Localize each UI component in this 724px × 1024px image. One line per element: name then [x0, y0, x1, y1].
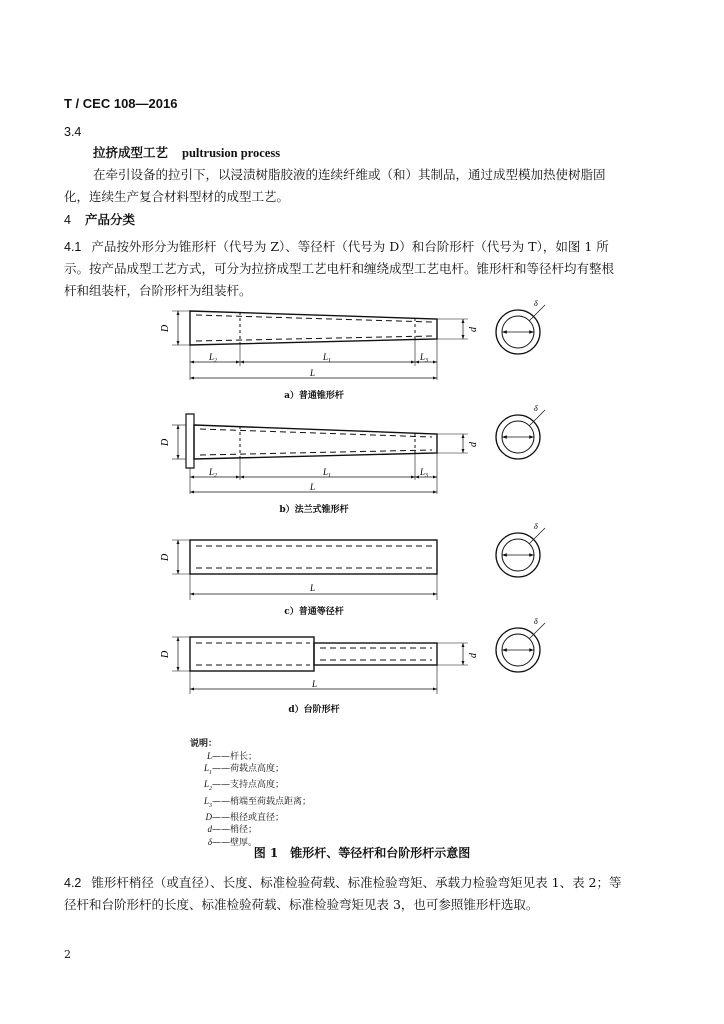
caption-a: a）普通锥形杆	[284, 391, 344, 401]
term-definition-line1: 在牵引设备的拉引下，以浸渍树脂胶液的连续纤维或（和）其制品，通过成型模加热使树脂固	[93, 167, 606, 182]
pole-b-flanged	[172, 414, 468, 494]
dim-L3-b: $L_3$	[420, 467, 429, 479]
para-text: 锥形杆梢径（或直径）、长度、标准检验荷载、标准检验弯矩、承载力检验弯矩见表 1、表 2；等	[91, 875, 622, 890]
para-text: 产品按外形分为锥形杆（代号为 Z）、等径杆（代号为 D）和台阶形杆（代号为 T），如图 1 所	[91, 239, 609, 254]
caption-c: c）普通等径杆	[284, 607, 344, 617]
dim-L1-a: $L_1$	[323, 352, 332, 364]
dim-L-c: L	[310, 583, 316, 593]
section-number: 4	[64, 213, 71, 227]
dim-d-b: d	[468, 442, 479, 447]
dim-L-a: L	[310, 368, 316, 378]
dim-L1-b: $L_1$	[323, 467, 332, 479]
cross-section-b	[496, 410, 545, 459]
dim-L2-b: $L_2$	[209, 467, 218, 479]
dim-D-a: D	[160, 324, 171, 332]
dim-L3-a: $L_3$	[420, 352, 429, 364]
para-4-2-line1	[64, 872, 622, 894]
para-4-2-line2: 径杆和台阶形杆的长度、标准检验荷载、标准检验弯矩见表 3，也可参照锥形杆选取。	[64, 897, 539, 912]
figure-legend	[190, 739, 311, 849]
page-number: 2	[64, 948, 71, 961]
dim-D-b: D	[160, 438, 171, 446]
dim-L-d: L	[312, 679, 318, 689]
caption-d: d）台阶形杆	[288, 705, 340, 715]
cross-section-d	[496, 623, 545, 672]
para-number: 4.2	[64, 876, 82, 890]
legend-item: δ——壁厚。	[207, 836, 258, 848]
term-heading	[93, 142, 280, 164]
pole-c-straight	[172, 540, 437, 600]
term-definition-line2: 化，连续生产复合材料型材的成型工艺。	[64, 189, 290, 204]
figure-title: 图 1 锥形杆、等径杆和台阶形杆示意图	[253, 846, 471, 860]
pole-d-stepped	[172, 637, 468, 694]
caption-b: b）法兰式锥形杆	[279, 505, 349, 515]
pole-a-conical	[172, 311, 468, 380]
document-code: T / CEC 108—2016	[64, 96, 178, 111]
legend-item: d——梢径；	[207, 824, 258, 836]
dim-delta-c: δ	[534, 522, 538, 531]
legend-item: $L_3——$梢端至荷载点距离；	[203, 795, 312, 809]
dim-d-a: d	[468, 327, 479, 332]
dim-delta-b: δ	[534, 404, 538, 413]
cross-section-c	[496, 528, 545, 577]
dim-D-c: D	[160, 553, 171, 561]
term-zh: 拉挤成型工艺	[93, 145, 169, 160]
dim-D-d: D	[160, 650, 171, 658]
para-4-1-line3: 杆和组装杆，台阶形杆为组装杆。	[64, 283, 252, 298]
clause-number: 3.4	[64, 125, 82, 139]
para-4-1-line2: 示。按产品成型工艺方式，可分为拉挤成型工艺电杆和缠绕成型工艺电杆。锥形杆和等径杆均有整根	[64, 261, 615, 276]
term-en: pultrusion process	[182, 146, 281, 160]
legend-item: D——根径或直径；	[205, 811, 285, 823]
legend-item: L——杆长；	[206, 750, 258, 762]
dim-L-b: L	[310, 482, 316, 492]
legend-title: 说明：	[190, 739, 218, 749]
legend-item: $L_1——$荷载点高度；	[203, 763, 285, 776]
dim-delta-d: δ	[534, 617, 538, 626]
dim-L2-a: $L_2$	[209, 352, 218, 364]
para-number: 4.1	[64, 240, 82, 254]
dim-d-d: d	[468, 653, 479, 658]
cross-section-a	[496, 305, 545, 354]
section-title: 产品分类	[84, 212, 135, 227]
section-heading	[64, 209, 135, 231]
legend-item: $L_2——$支持点高度；	[203, 779, 285, 793]
para-4-1-line1	[64, 236, 609, 258]
dim-delta-a: δ	[534, 299, 538, 308]
